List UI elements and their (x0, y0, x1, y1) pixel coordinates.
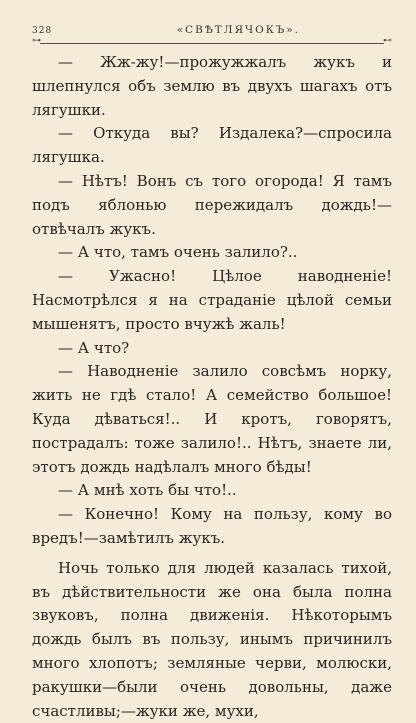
header-rule (32, 36, 392, 48)
running-title: «СВѢТЛЯЧОКЪ». (176, 24, 300, 36)
ornament-right-icon: ⊷ (383, 36, 392, 46)
paragraph: — А что, тамъ очень залило?.. (58, 243, 298, 262)
paragraph: — Ужасно! Цѣлое наводненіе! Насмотрѣлся я на страданіе цѣлой семьи мышенятъ, просто вчужѣ жаль! (32, 267, 392, 333)
paragraph: — А что? (58, 338, 130, 357)
ornament-left-icon: ⊶ (32, 36, 41, 46)
paragraph: — Откуда вы? Издалека?—спросила лягушка. (32, 124, 392, 167)
paragraph: — Конечно! Кому на пользу, кому во вредъ!—замѣтилъ жукъ. (32, 505, 392, 547)
header-divider (40, 43, 384, 44)
paragraph: Ночь только для людей казалась тихой, въ дѣйствительности же она была полна звуковъ, полна движенія. Нѣкоторымъ дождь былъ въ пользу, инымъ причинилъ много хлопотъ; земляные черви, молюски, ракушки—были очень довольны, даже счастливы;—жуки же, мухи, (32, 558, 392, 720)
paragraph: — Наводненіе залило совсѣмъ норку, жить не гдѣ стало! А семейство большое! Куда дѣваться!.. И кротъ, говорятъ, пострадалъ: тоже залило!.. Нѣтъ, знаете ли, этотъ дождь надѣлалъ много бѣды! (32, 362, 392, 476)
paragraph: — А мнѣ хоть бы что!.. (58, 481, 237, 500)
page-header (32, 0, 392, 36)
paragraph: — Нѣтъ! Вонъ съ того огорода! Я тамъ подъ яблонью пережидалъ дождь!—отвѣчалъ жукъ. (32, 171, 392, 238)
body-text (32, 51, 392, 723)
page-number: 328 (32, 26, 53, 36)
paragraph: — Жж-жу!—прожужжалъ жукъ и шлепнулся объ землю въ двухъ шагахъ отъ лягушки. (32, 53, 392, 119)
